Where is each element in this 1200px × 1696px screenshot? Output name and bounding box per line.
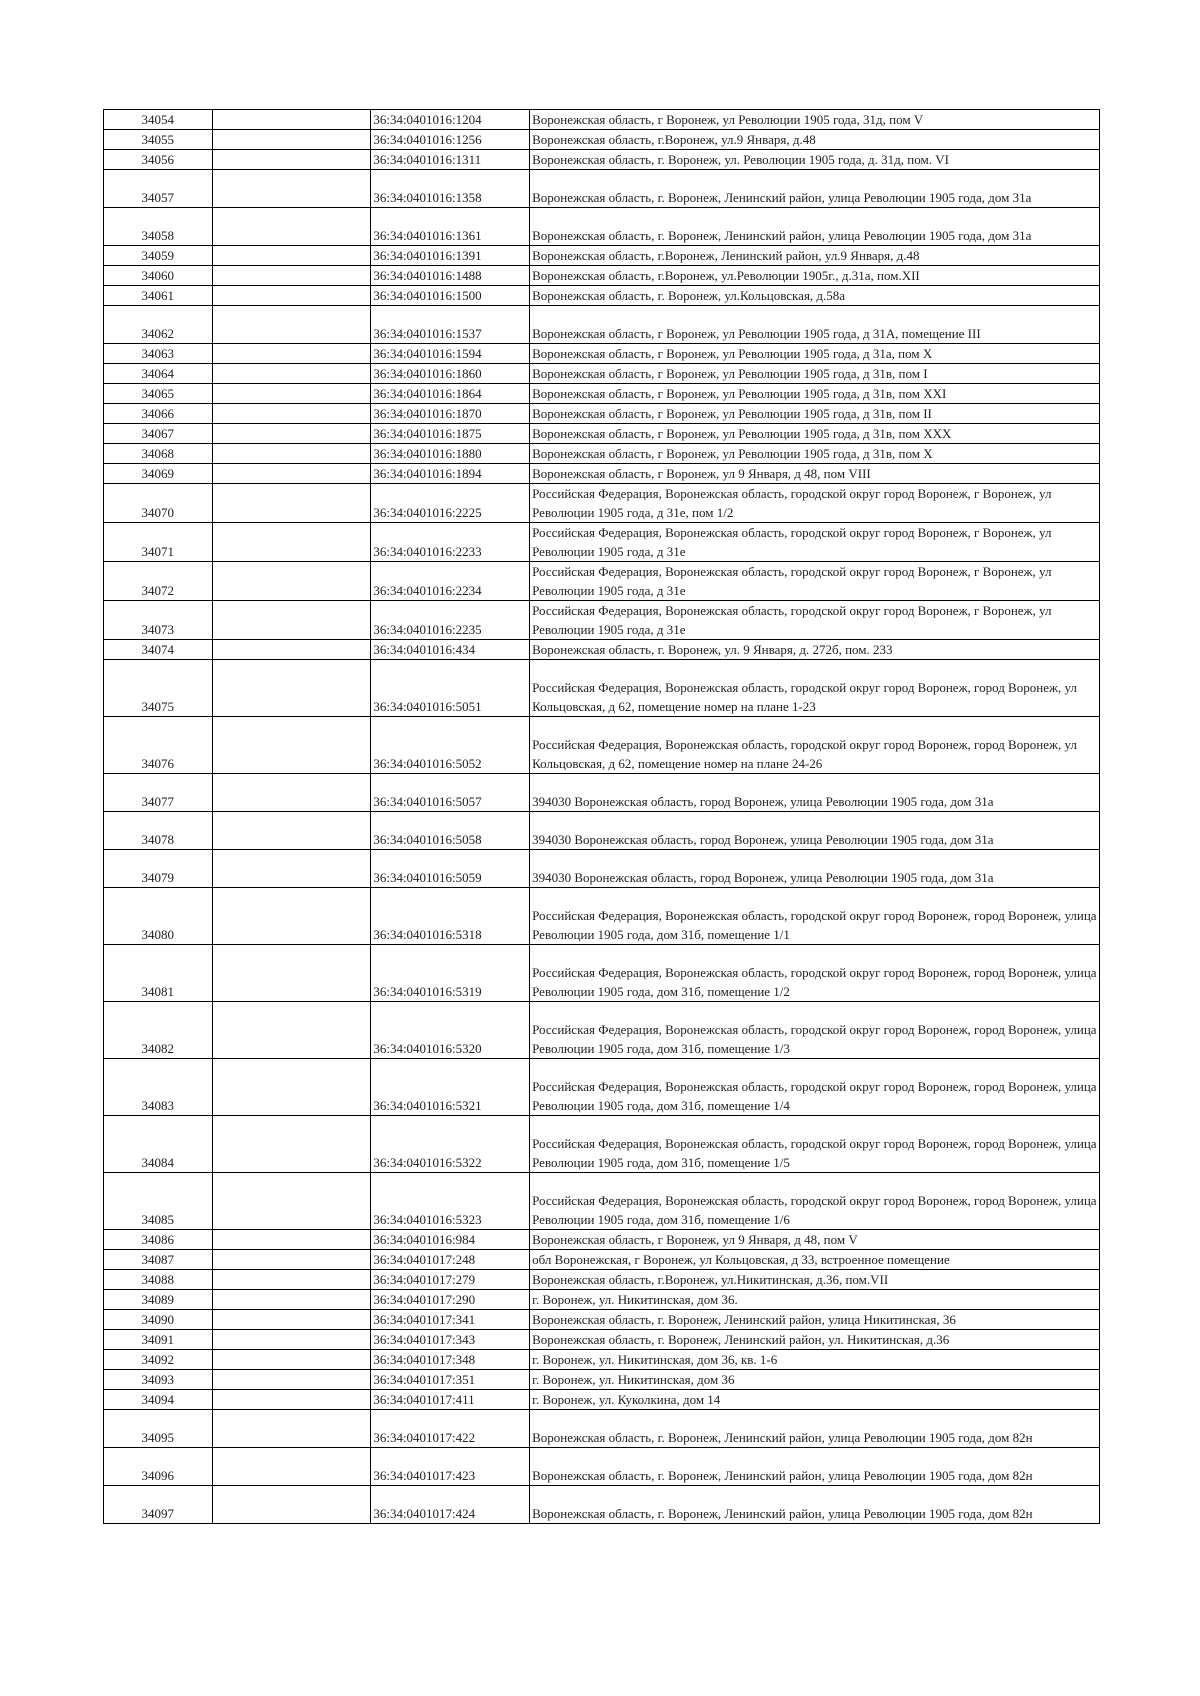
table-row bbox=[104, 110, 1100, 130]
row-number: 34074 bbox=[104, 640, 213, 660]
table-row bbox=[104, 266, 1100, 286]
row-number: 34068 bbox=[104, 444, 213, 464]
cadastral-number: 36:34:0401016:1311 bbox=[371, 150, 530, 170]
empty-cell bbox=[212, 640, 371, 660]
row-number: 34082 bbox=[104, 1002, 213, 1059]
table-row bbox=[104, 888, 1100, 945]
row-number: 34089 bbox=[104, 1290, 213, 1310]
empty-cell bbox=[212, 464, 371, 484]
empty-cell bbox=[212, 110, 371, 130]
row-number: 34091 bbox=[104, 1330, 213, 1350]
address-cell: Российская Федерация, Воронежская область, городской округ город Воронеж, г Воронеж, ул Революции 1905 года, д 31е bbox=[530, 601, 1100, 640]
empty-cell bbox=[212, 246, 371, 266]
address-cell: Воронежская область, г. Воронеж, Ленинский район, ул. Никитинская, д.36 bbox=[530, 1330, 1100, 1350]
address-cell: Российская Федерация, Воронежская область, городской округ город Воронеж, город Воронеж, улица Революции 1905 года, дом 31б, помещение 1/2 bbox=[530, 945, 1100, 1002]
cadastral-number: 36:34:0401017:248 bbox=[371, 1250, 530, 1270]
table-row bbox=[104, 1390, 1100, 1410]
table-row bbox=[104, 1059, 1100, 1116]
address-cell: Российская Федерация, Воронежская область, городской округ город Воронеж, г Воронеж, ул Революции 1905 года, д 31е, пом 1/2 bbox=[530, 484, 1100, 523]
empty-cell bbox=[212, 1410, 371, 1448]
cadastral-number: 36:34:0401016:1870 bbox=[371, 404, 530, 424]
address-cell: обл Воронежская, г Воронеж, ул Кольцовская, д 33, встроенное помещение bbox=[530, 1250, 1100, 1270]
row-number: 34057 bbox=[104, 170, 213, 208]
empty-cell bbox=[212, 774, 371, 812]
cadastral-number: 36:34:0401016:5052 bbox=[371, 717, 530, 774]
cadastral-number: 36:34:0401016:2233 bbox=[371, 523, 530, 562]
address-cell: Воронежская область, г Воронеж, ул Революции 1905 года, д 31А, помещение III bbox=[530, 306, 1100, 344]
cadastral-number: 36:34:0401016:2234 bbox=[371, 562, 530, 601]
cadastral-number: 36:34:0401016:5319 bbox=[371, 945, 530, 1002]
cadastral-number: 36:34:0401016:1358 bbox=[371, 170, 530, 208]
table-row bbox=[104, 640, 1100, 660]
table-row bbox=[104, 1230, 1100, 1250]
row-number: 34067 bbox=[104, 424, 213, 444]
row-number: 34063 bbox=[104, 344, 213, 364]
empty-cell bbox=[212, 888, 371, 945]
cadastral-number: 36:34:0401016:5051 bbox=[371, 660, 530, 717]
cadastral-number: 36:34:0401017:411 bbox=[371, 1390, 530, 1410]
address-cell: Воронежская область, г Воронеж, ул Революции 1905 года, д 31а, пом X bbox=[530, 344, 1100, 364]
cadastral-number: 36:34:0401016:5318 bbox=[371, 888, 530, 945]
address-cell: Воронежская область, г.Воронеж, Ленинский район, ул.9 Января, д.48 bbox=[530, 246, 1100, 266]
cadastral-number: 36:34:0401016:1875 bbox=[371, 424, 530, 444]
table-row bbox=[104, 464, 1100, 484]
empty-cell bbox=[212, 1310, 371, 1330]
empty-cell bbox=[212, 812, 371, 850]
empty-cell bbox=[212, 266, 371, 286]
table-row bbox=[104, 774, 1100, 812]
cadastral-number: 36:34:0401016:1361 bbox=[371, 208, 530, 246]
row-number: 34078 bbox=[104, 812, 213, 850]
address-cell: Воронежская область, г Воронеж, ул 9 Января, д 48, пом VIII bbox=[530, 464, 1100, 484]
address-cell: Российская Федерация, Воронежская область, городской округ город Воронеж, город Воронеж, ул Кольцовская, д 62, помещение номер на плане 24-26 bbox=[530, 717, 1100, 774]
table-row bbox=[104, 306, 1100, 344]
table-row bbox=[104, 1002, 1100, 1059]
empty-cell bbox=[212, 208, 371, 246]
row-number: 34072 bbox=[104, 562, 213, 601]
empty-cell bbox=[212, 1330, 371, 1350]
table-row bbox=[104, 150, 1100, 170]
table-row bbox=[104, 444, 1100, 464]
row-number: 34083 bbox=[104, 1059, 213, 1116]
cadastral-number: 36:34:0401017:343 bbox=[371, 1330, 530, 1350]
empty-cell bbox=[212, 1059, 371, 1116]
address-cell: Воронежская область, г Воронеж, ул 9 Января, д 48, пом V bbox=[530, 1230, 1100, 1250]
row-number: 34085 bbox=[104, 1173, 213, 1230]
empty-cell bbox=[212, 424, 371, 444]
table-row bbox=[104, 424, 1100, 444]
registry-rows bbox=[104, 110, 1100, 1524]
address-cell: г. Воронеж, ул. Никитинская, дом 36, кв. 1-6 bbox=[530, 1350, 1100, 1370]
row-number: 34069 bbox=[104, 464, 213, 484]
row-number: 34056 bbox=[104, 150, 213, 170]
empty-cell bbox=[212, 850, 371, 888]
cadastral-number: 36:34:0401016:1204 bbox=[371, 110, 530, 130]
empty-cell bbox=[212, 601, 371, 640]
cadastral-number: 36:34:0401016:2225 bbox=[371, 484, 530, 523]
empty-cell bbox=[212, 150, 371, 170]
empty-cell bbox=[212, 286, 371, 306]
address-cell: Воронежская область, г Воронеж, ул Революции 1905 года, д 31в, пом I bbox=[530, 364, 1100, 384]
row-number: 34065 bbox=[104, 384, 213, 404]
address-cell: Воронежская область, г. Воронеж, ул.Кольцовская, д.58а bbox=[530, 286, 1100, 306]
empty-cell bbox=[212, 1370, 371, 1390]
cadastral-number: 36:34:0401016:434 bbox=[371, 640, 530, 660]
row-number: 34062 bbox=[104, 306, 213, 344]
cadastral-number: 36:34:0401017:348 bbox=[371, 1350, 530, 1370]
table-row bbox=[104, 384, 1100, 404]
row-number: 34086 bbox=[104, 1230, 213, 1250]
table-row bbox=[104, 1370, 1100, 1390]
table-row bbox=[104, 130, 1100, 150]
address-cell: Воронежская область, г. Воронеж, Ленинский район, улица Революции 1905 года, дом 31а bbox=[530, 170, 1100, 208]
row-number: 34054 bbox=[104, 110, 213, 130]
address-cell: Воронежская область, г. Воронеж, Ленинский район, улица Революции 1905 года, дом 31а bbox=[530, 208, 1100, 246]
cadastral-number: 36:34:0401016:1860 bbox=[371, 364, 530, 384]
table-row bbox=[104, 246, 1100, 266]
table-row bbox=[104, 344, 1100, 364]
address-cell: г. Воронеж, ул. Куколкина, дом 14 bbox=[530, 1390, 1100, 1410]
empty-cell bbox=[212, 1390, 371, 1410]
empty-cell bbox=[212, 1486, 371, 1524]
address-cell: 394030 Воронежская область, город Воронеж, улица Революции 1905 года, дом 31а bbox=[530, 850, 1100, 888]
address-cell: Воронежская область, г Воронеж, ул Революции 1905 года, д 31в, пом X bbox=[530, 444, 1100, 464]
row-number: 34059 bbox=[104, 246, 213, 266]
table-row bbox=[104, 850, 1100, 888]
empty-cell bbox=[212, 1290, 371, 1310]
empty-cell bbox=[212, 384, 371, 404]
cadastral-number: 36:34:0401016:1894 bbox=[371, 464, 530, 484]
row-number: 34095 bbox=[104, 1410, 213, 1448]
row-number: 34080 bbox=[104, 888, 213, 945]
row-number: 34092 bbox=[104, 1350, 213, 1370]
empty-cell bbox=[212, 444, 371, 464]
cadastral-number: 36:34:0401016:1864 bbox=[371, 384, 530, 404]
cadastral-number: 36:34:0401017:351 bbox=[371, 1370, 530, 1390]
table-row bbox=[104, 1250, 1100, 1270]
address-cell: Воронежская область, г.Воронеж, ул.Никитинская, д.36, пом.VII bbox=[530, 1270, 1100, 1290]
cadastral-number: 36:34:0401016:5320 bbox=[371, 1002, 530, 1059]
table-row bbox=[104, 1410, 1100, 1448]
address-cell: г. Воронеж, ул. Никитинская, дом 36 bbox=[530, 1370, 1100, 1390]
empty-cell bbox=[212, 130, 371, 150]
row-number: 34076 bbox=[104, 717, 213, 774]
address-cell: Российская Федерация, Воронежская область, городской округ город Воронеж, город Воронеж, улица Революции 1905 года, дом 31б, помещение 1/6 bbox=[530, 1173, 1100, 1230]
cadastral-number: 36:34:0401017:423 bbox=[371, 1448, 530, 1486]
cadastral-number: 36:34:0401016:5321 bbox=[371, 1059, 530, 1116]
cadastral-number: 36:34:0401017:424 bbox=[371, 1486, 530, 1524]
address-cell: Российская Федерация, Воронежская область, городской округ город Воронеж, город Воронеж, улица Революции 1905 года, дом 31б, помещение 1/4 bbox=[530, 1059, 1100, 1116]
cadastral-number: 36:34:0401016:984 bbox=[371, 1230, 530, 1250]
empty-cell bbox=[212, 523, 371, 562]
table-row bbox=[104, 523, 1100, 562]
table-row bbox=[104, 170, 1100, 208]
address-cell: Российская Федерация, Воронежская область, городской округ город Воронеж, город Воронеж, ул Кольцовская, д 62, помещение номер на плане 1-23 bbox=[530, 660, 1100, 717]
row-number: 34061 bbox=[104, 286, 213, 306]
empty-cell bbox=[212, 1230, 371, 1250]
empty-cell bbox=[212, 1116, 371, 1173]
row-number: 34097 bbox=[104, 1486, 213, 1524]
table-row bbox=[104, 945, 1100, 1002]
row-number: 34066 bbox=[104, 404, 213, 424]
empty-cell bbox=[212, 562, 371, 601]
table-row bbox=[104, 1310, 1100, 1330]
address-cell: 394030 Воронежская область, город Воронеж, улица Революции 1905 года, дом 31а bbox=[530, 774, 1100, 812]
empty-cell bbox=[212, 1350, 371, 1370]
address-cell: Российская Федерация, Воронежская область, городской округ город Воронеж, город Воронеж, улица Революции 1905 года, дом 31б, помещение 1/3 bbox=[530, 1002, 1100, 1059]
address-cell: Российская Федерация, Воронежская область, городской округ город Воронеж, город Воронеж, улица Революции 1905 года, дом 31б, помещение 1/1 bbox=[530, 888, 1100, 945]
row-number: 34084 bbox=[104, 1116, 213, 1173]
address-cell: Российская Федерация, Воронежская область, городской округ город Воронеж, г Воронеж, ул Революции 1905 года, д 31е bbox=[530, 523, 1100, 562]
row-number: 34079 bbox=[104, 850, 213, 888]
cadastral-number: 36:34:0401016:5059 bbox=[371, 850, 530, 888]
empty-cell bbox=[212, 660, 371, 717]
row-number: 34087 bbox=[104, 1250, 213, 1270]
cadastral-number: 36:34:0401016:1256 bbox=[371, 130, 530, 150]
table-row bbox=[104, 660, 1100, 717]
empty-cell bbox=[212, 364, 371, 384]
empty-cell bbox=[212, 306, 371, 344]
table-row bbox=[104, 717, 1100, 774]
empty-cell bbox=[212, 1002, 371, 1059]
address-cell: Воронежская область, г Воронеж, ул Революции 1905 года, д 31в, пом XXI bbox=[530, 384, 1100, 404]
row-number: 34077 bbox=[104, 774, 213, 812]
cadastral-number: 36:34:0401017:279 bbox=[371, 1270, 530, 1290]
table-row bbox=[104, 286, 1100, 306]
row-number: 34055 bbox=[104, 130, 213, 150]
table-row bbox=[104, 404, 1100, 424]
row-number: 34073 bbox=[104, 601, 213, 640]
registry-table bbox=[103, 109, 1100, 1524]
empty-cell bbox=[212, 170, 371, 208]
empty-cell bbox=[212, 344, 371, 364]
table-row bbox=[104, 812, 1100, 850]
table-row bbox=[104, 1330, 1100, 1350]
table-row bbox=[104, 1486, 1100, 1524]
address-cell: Воронежская область, г. Воронеж, ул. 9 Января, д. 272б, пом. 233 bbox=[530, 640, 1100, 660]
address-cell: Воронежская область, г.Воронеж, ул.9 Января, д.48 bbox=[530, 130, 1100, 150]
empty-cell bbox=[212, 1250, 371, 1270]
row-number: 34058 bbox=[104, 208, 213, 246]
cadastral-number: 36:34:0401016:5058 bbox=[371, 812, 530, 850]
address-cell: Воронежская область, г. Воронеж, ул. Революции 1905 года, д. 31д, пом. VI bbox=[530, 150, 1100, 170]
table-row bbox=[104, 484, 1100, 523]
table-row bbox=[104, 1350, 1100, 1370]
empty-cell bbox=[212, 717, 371, 774]
row-number: 34090 bbox=[104, 1310, 213, 1330]
cadastral-number: 36:34:0401016:1391 bbox=[371, 246, 530, 266]
cadastral-number: 36:34:0401017:341 bbox=[371, 1310, 530, 1330]
cadastral-number: 36:34:0401016:1594 bbox=[371, 344, 530, 364]
cadastral-number: 36:34:0401016:5057 bbox=[371, 774, 530, 812]
row-number: 34071 bbox=[104, 523, 213, 562]
empty-cell bbox=[212, 945, 371, 1002]
cadastral-number: 36:34:0401016:5323 bbox=[371, 1173, 530, 1230]
address-cell: Воронежская область, г. Воронеж, Ленинский район, улица Революции 1905 года, дом 82н bbox=[530, 1486, 1100, 1524]
table-row bbox=[104, 208, 1100, 246]
address-cell: Воронежская область, г Воронеж, ул Революции 1905 года, 31д, пом V bbox=[530, 110, 1100, 130]
cadastral-number: 36:34:0401016:5322 bbox=[371, 1116, 530, 1173]
row-number: 34064 bbox=[104, 364, 213, 384]
table-row bbox=[104, 562, 1100, 601]
table-row bbox=[104, 1116, 1100, 1173]
address-cell: 394030 Воронежская область, город Воронеж, улица Революции 1905 года, дом 31а bbox=[530, 812, 1100, 850]
address-cell: Российская Федерация, Воронежская область, городской округ город Воронеж, г Воронеж, ул Революции 1905 года, д 31е bbox=[530, 562, 1100, 601]
table-row bbox=[104, 1173, 1100, 1230]
table-row bbox=[104, 1448, 1100, 1486]
cadastral-number: 36:34:0401016:1500 bbox=[371, 286, 530, 306]
empty-cell bbox=[212, 404, 371, 424]
row-number: 34094 bbox=[104, 1390, 213, 1410]
cadastral-number: 36:34:0401016:2235 bbox=[371, 601, 530, 640]
address-cell: Воронежская область, г. Воронеж, Ленинский район, улица Революции 1905 года, дом 82н bbox=[530, 1410, 1100, 1448]
empty-cell bbox=[212, 1270, 371, 1290]
address-cell: Воронежская область, г. Воронеж, Ленинский район, улица Никитинская, 36 bbox=[530, 1310, 1100, 1330]
cadastral-number: 36:34:0401016:1488 bbox=[371, 266, 530, 286]
empty-cell bbox=[212, 1173, 371, 1230]
row-number: 34093 bbox=[104, 1370, 213, 1390]
cadastral-number: 36:34:0401017:422 bbox=[371, 1410, 530, 1448]
cadastral-number: 36:34:0401017:290 bbox=[371, 1290, 530, 1310]
empty-cell bbox=[212, 484, 371, 523]
row-number: 34081 bbox=[104, 945, 213, 1002]
address-cell: г. Воронеж, ул. Никитинская, дом 36. bbox=[530, 1290, 1100, 1310]
address-cell: Воронежская область, г. Воронеж, Ленинский район, улица Революции 1905 года, дом 82н bbox=[530, 1448, 1100, 1486]
cadastral-number: 36:34:0401016:1880 bbox=[371, 444, 530, 464]
table-row bbox=[104, 1270, 1100, 1290]
row-number: 34075 bbox=[104, 660, 213, 717]
row-number: 34060 bbox=[104, 266, 213, 286]
address-cell: Воронежская область, г.Воронеж, ул.Революции 1905г., д.31а, пом.XII bbox=[530, 266, 1100, 286]
table-row bbox=[104, 1290, 1100, 1310]
address-cell: Российская Федерация, Воронежская область, городской округ город Воронеж, город Воронеж, улица Революции 1905 года, дом 31б, помещение 1/5 bbox=[530, 1116, 1100, 1173]
address-cell: Воронежская область, г Воронеж, ул Революции 1905 года, д 31в, пом XXX bbox=[530, 424, 1100, 444]
cadastral-number: 36:34:0401016:1537 bbox=[371, 306, 530, 344]
row-number: 34070 bbox=[104, 484, 213, 523]
row-number: 34096 bbox=[104, 1448, 213, 1486]
document-page bbox=[103, 109, 1100, 1524]
row-number: 34088 bbox=[104, 1270, 213, 1290]
table-row bbox=[104, 601, 1100, 640]
address-cell: Воронежская область, г Воронеж, ул Революции 1905 года, д 31в, пом II bbox=[530, 404, 1100, 424]
table-row bbox=[104, 364, 1100, 384]
empty-cell bbox=[212, 1448, 371, 1486]
